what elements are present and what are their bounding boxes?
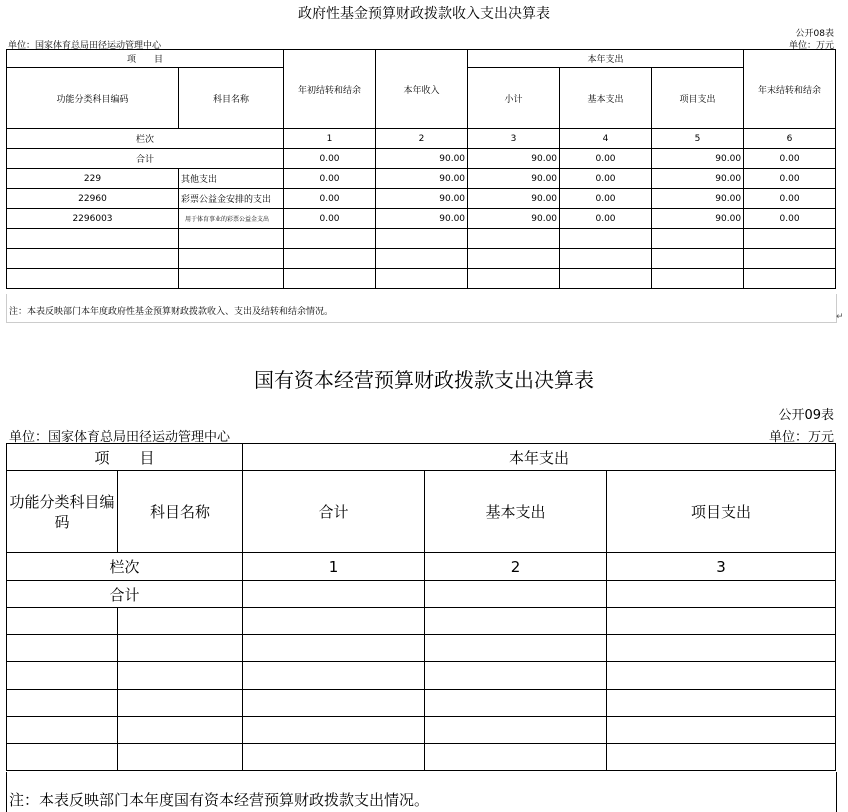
col-index: 3 [468,129,560,149]
empty-row [7,662,836,690]
note-box-edge [6,294,837,323]
table-row [7,209,836,229]
total-project: 90.00 [652,149,744,169]
row-begin: 0.00 [284,189,376,209]
total-label: 合计 [7,149,284,169]
col-index-label: 栏次 [7,553,243,581]
row-project: 90.00 [652,169,744,189]
row-begin: 0.00 [284,169,376,189]
row-income: 90.00 [376,169,468,189]
report1-currency: 单位：万元 [788,41,834,51]
header-name: 科目名称 [179,68,284,129]
empty-row [7,249,836,269]
header-subtotal: 小计 [468,68,560,129]
row-code: 22960 [7,189,179,209]
header-basic: 基本支出 [425,471,607,553]
row-end: 0.00 [744,209,836,229]
header-code: 功能分类科目编码 [7,471,118,553]
row-begin: 0.00 [284,209,376,229]
header-project: 项目支出 [652,68,744,129]
total-row [7,149,836,169]
col-index: 3 [607,553,836,581]
row-name: 用于体育事业的彩票公益金支出 [179,209,284,229]
total-income: 90.00 [376,149,468,169]
total-label: 合计 [7,581,243,608]
col-index: 4 [560,129,652,149]
report2-form-number: 公开09表 [778,408,834,423]
row-name: 彩票公益金安排的支出 [179,189,284,209]
header-expense-group: 本年支出 [243,444,836,471]
empty-row [7,229,836,249]
paragraph-mark-icon: ↵ [836,312,844,322]
header-code: 功能分类科目编码 [7,68,179,129]
empty-row [7,690,836,717]
empty-row [7,744,836,771]
column-index-row [7,129,836,149]
col-index: 5 [652,129,744,149]
header-income: 本年收入 [376,50,468,129]
row-subtotal: 90.00 [468,209,560,229]
col-index: 2 [425,553,607,581]
row-project: 90.00 [652,189,744,209]
total-basic: 0.00 [560,149,652,169]
table-row [7,189,836,209]
row-project: 90.00 [652,209,744,229]
row-name: 其他支出 [179,169,284,189]
table-row [7,169,836,189]
col-index: 2 [376,129,468,149]
header-name: 科目名称 [118,471,243,553]
header-total: 合计 [243,471,425,553]
row-code: 2296003 [7,209,179,229]
empty-row [7,608,836,635]
col-index: 6 [744,129,836,149]
col-index-label: 栏次 [7,129,284,149]
header-expense-group: 本年支出 [468,50,744,68]
total-end: 0.00 [744,149,836,169]
header-project: 项目支出 [607,471,836,553]
report1-title: 政府性基金预算财政拨款收入支出决算表 [298,6,550,22]
report1-table [6,49,836,289]
total-subtotal: 90.00 [468,149,560,169]
total-begin: 0.00 [284,149,376,169]
report2-title: 国有资本经营预算财政拨款支出决算表 [254,368,594,392]
header-item: 项 目 [7,444,243,471]
row-end: 0.00 [744,169,836,189]
header-basic: 基本支出 [560,68,652,129]
row-code: 229 [7,169,179,189]
column-index-row [7,553,836,581]
empty-row [7,717,836,744]
row-end: 0.00 [744,189,836,209]
row-basic: 0.00 [560,209,652,229]
row-subtotal: 90.00 [468,189,560,209]
report2-table [6,443,836,771]
report1-unit-label: 单位：国家体育总局田径运动管理中心 [8,41,162,51]
report2-currency: 单位：万元 [768,430,834,445]
header-begin-balance: 年初结转和结余 [284,50,376,129]
header-item: 项 目 [7,50,284,68]
col-index: 1 [284,129,376,149]
row-basic: 0.00 [560,169,652,189]
report2-unit-label: 单位：国家体育总局田径运动管理中心 [9,430,231,445]
total-row [7,581,836,608]
col-index: 1 [243,553,425,581]
empty-row [7,635,836,662]
report2-note: 注：本表反映部门本年度国有资本经营预算财政拨款支出情况。 [9,791,430,809]
row-income: 90.00 [376,189,468,209]
header-end-balance: 年末结转和结余 [744,50,836,129]
row-subtotal: 90.00 [468,169,560,189]
empty-row [7,269,836,289]
row-basic: 0.00 [560,189,652,209]
row-income: 90.00 [376,209,468,229]
report1-form-number: 公开08表 [795,29,834,39]
report1-note: 注：本表反映部门本年度政府性基金预算财政拨款收入、支出及结转和结余情况。 [9,307,334,317]
